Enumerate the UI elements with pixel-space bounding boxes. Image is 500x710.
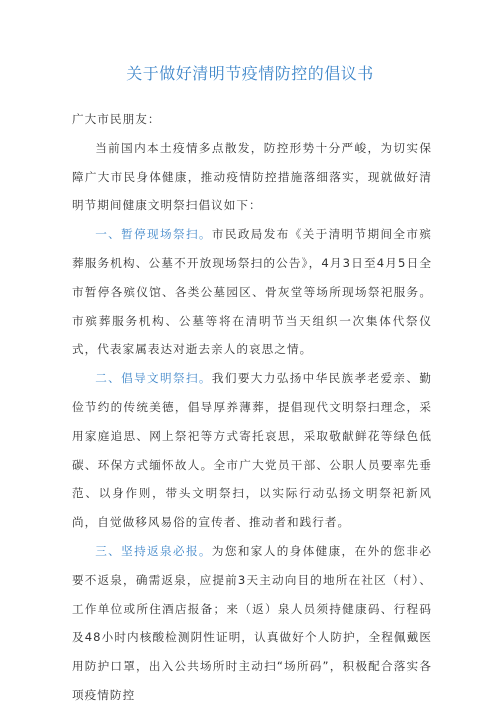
section-paragraph-2 [72,364,432,537]
section-heading-2: 二、倡导文明祭扫。 [95,371,212,386]
section-text-3: 为您和家人的身体健康，在外的您非必要不返泉，确需返泉，应提前3天主动向目的地所在社区（村）、工作单位或所住酒店报备；来（返）泉人员须持健康码、行程码及48小时内核酸检测阴性证明，认真做好个人防护，全程佩戴医用防护口罩，出入公共场所时主动扫“场所码”，积极配合落实各项疫情防控 [72,543,432,702]
section-paragraph-3 [72,537,432,710]
section-text-2: 我们要大力弘扬中华民族孝老爱亲、勤俭节约的传统美德，倡导厚养薄葬，提倡现代文明祭扫理念，采用家庭追思、网上祭祀等方式寄托哀思，采取敬献鲜花等绿色低碳、环保方式缅怀故人。全市广大党员干部、公职人员要率先垂范、以身作则，带头文明祭扫，以实际行动弘扬文明祭祀新风尚，自觉做移风易俗的宣传者、推动者和践行者。 [72,371,432,530]
section-text-1: 市民政局发布《关于清明节期间全市殡葬服务机构、公墓不开放现场祭扫的公告》，4月3日至4月5日全市暂停各殡仪馆、各类公墓园区、骨灰堂等场所现场祭祀服务。市殡葬服务机构、公墓等将在清明节当天组织一次集体代祭仪式，代表家属表达对逝去亲人的哀思之情。 [72,227,432,357]
document-title: 关于做好清明节疫情防控的倡议书 [126,64,374,83]
salutation: 广大市民朋友： [72,112,161,126]
intro-paragraph: 当前国内本土疫情多点散发，防控形势十分严峻，为切实保障广大市民身体健康，推动疫情防控措施落细落实，现就做好清明节期间健康文明祭扫倡议如下： [72,140,432,213]
section-heading-1: 一、暂停现场祭扫。 [95,227,212,242]
section-paragraph-1 [72,220,432,364]
section-heading-3: 三、坚持返泉必报。 [95,543,212,558]
document-body [72,105,432,710]
